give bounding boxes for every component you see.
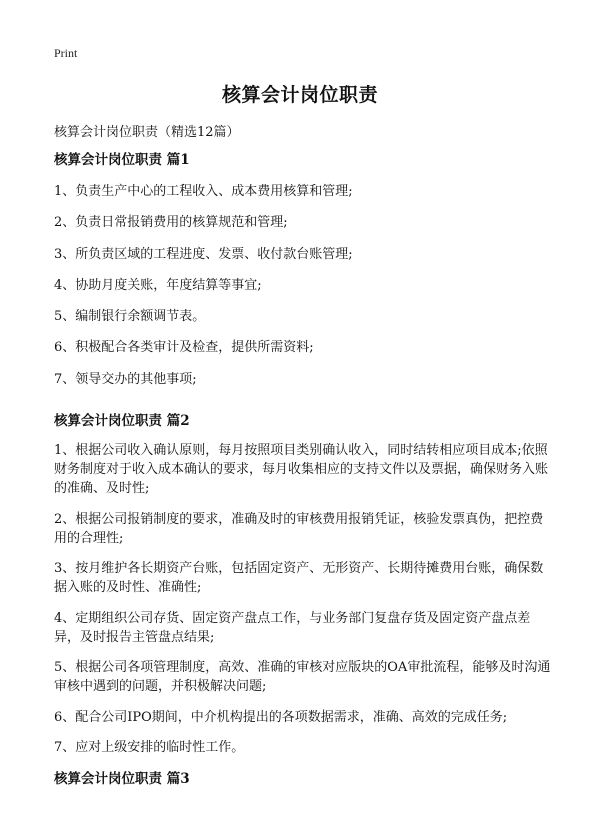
section-heading: 核算会计岗位职责 篇2 — [54, 413, 190, 430]
section-heading: 核算会计岗位职责 篇1 — [54, 152, 190, 168]
page-title: 核算会计岗位职责 — [221, 84, 378, 106]
section-heading: 核算会计岗位职责 篇3 — [54, 770, 190, 787]
list-item: 5、根据公司各项管理制度，高效、准确的审核对应版块的OA审批流程，能够及时沟通审核中遇到的问题，并积极解决问题; — [54, 660, 551, 695]
section-1 — [54, 150, 554, 401]
document-subtitle: 核算会计岗位职责（精选12篇） — [54, 125, 240, 140]
list-item: 2、负责日常报销费用的核算规范和管理; — [54, 215, 288, 231]
document-body — [54, 150, 554, 793]
list-item: 6、积极配合各类审计及检查，提供所需资料; — [54, 340, 314, 356]
list-item: 7、领导交办的其他事项; — [54, 371, 197, 387]
list-item: 2、根据公司报销制度的要求，准确及时的审核费用报销凭证，核验发票真伪，把控费用的合理性; — [54, 511, 544, 546]
section-3 — [54, 769, 554, 793]
list-item: 7、应对上级安排的临时性工作。 — [54, 740, 245, 756]
list-item: 3、所负责区域的工程进度、发票、收付款台账管理; — [54, 246, 353, 262]
list-item: 4、定期组织公司存货、固定资产盘点工作，与业务部门复盘存货及固定资产盘点差异，及时报告主管盘点结果; — [54, 610, 531, 645]
list-item: 4、协助月度关账，年度结算等事宜; — [54, 277, 262, 293]
list-item: 1、负责生产中心的工程收入、成本费用核算和管理; — [54, 184, 353, 199]
print-link[interactable]: Print — [54, 46, 78, 60]
section-2 — [54, 411, 554, 757]
list-item: 6、配合公司IPO期间，中介机构提出的各项数据需求，准确、高效的完成任务; — [54, 709, 508, 725]
list-item: 3、按月维护各长期资产台账，包括固定资产、无形资产、长期待摊费用台账，确保数据入账的及时性、准确性; — [54, 561, 544, 596]
list-item: 1、根据公司收入确认原则，每月按照项目类别确认收入，同时结转相应项目成本;依照财务制度对于收入成本确认的要求，每月收集相应的支持文件以及票据，确保财务入账的准确、及时性; — [54, 443, 549, 497]
list-item: 5、编制银行余额调节表。 — [54, 309, 206, 325]
